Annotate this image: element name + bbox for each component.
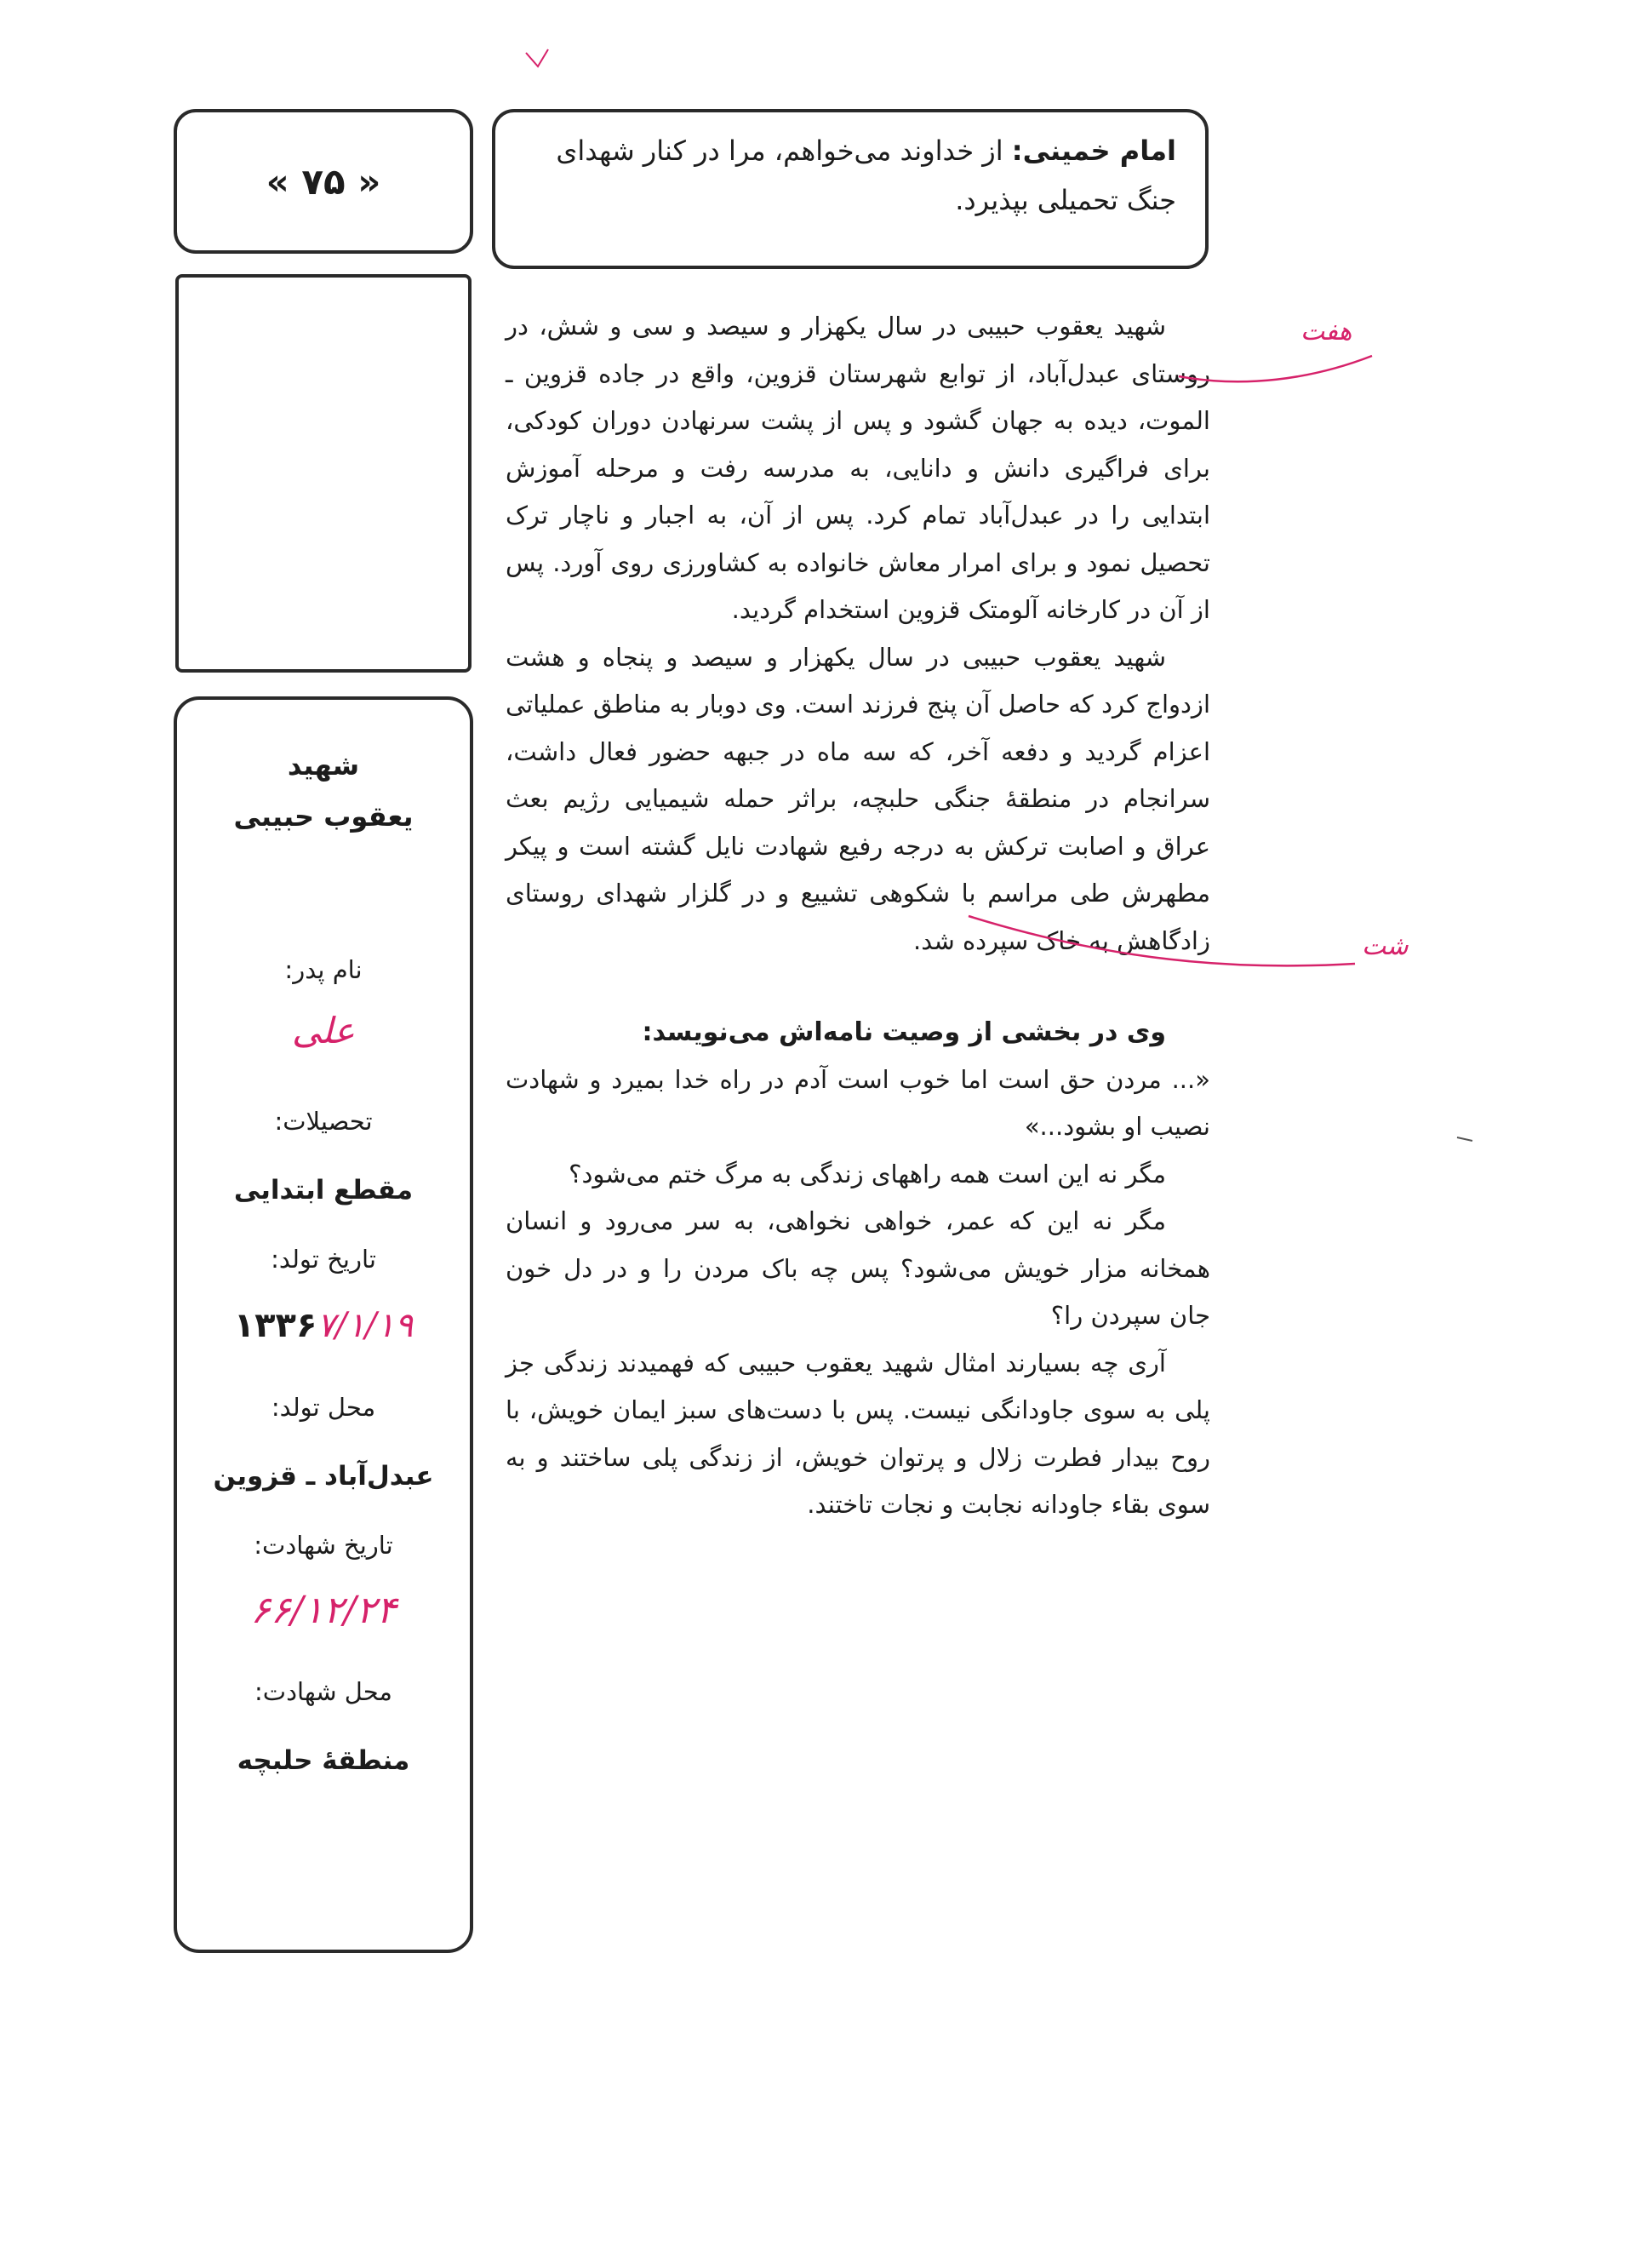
info-sidebar — [174, 696, 473, 1953]
margin-note-1: هفت — [1300, 317, 1352, 346]
pen-dash — [1457, 1137, 1472, 1141]
quote-text: از خداوند می‌خواهم، مرا در کنار شهدای جنگ تحمیلی بپذیرد. — [556, 135, 1176, 216]
birth-year-printed: ۱۳۳۶ — [233, 1306, 317, 1345]
martyrdom-date-label: تاریخ شهادت: — [254, 1531, 393, 1560]
quote-author: امام خمینی: — [1011, 135, 1176, 167]
martyrdom-place-label: محل شهادت: — [254, 1677, 392, 1706]
martyrdom-date-value: ۶۶/۱۲/۲۴ — [250, 1589, 397, 1632]
martyr-name: یعقوب حبیبی — [233, 800, 414, 833]
birth-date — [177, 1306, 470, 1345]
pen-tick — [526, 49, 548, 66]
birth-place-value: عبدل‌آباد ـ قزوین — [213, 1461, 434, 1492]
birth-date-handwritten: ۷/۱/۱۹ — [317, 1306, 414, 1345]
martyrdom-place-value: منطقهٔ حلبچه — [237, 1745, 410, 1776]
biography-paragraph-2: شهید یعقوب حبیبی در سال یکهزار و سیصد و پنجاه و هشت ازدواج کرد که حاصل آن پنج فرزند است. وی دوبار به مناطق عملیاتی اعزام گردید و دفعه آخر، که سه ماه در جبهه حضور فعال داشت، سرانجام در منطقهٔ جنگی حلبچه، براثر حمله شیمیایی رژیم بعث عراق و اصابت ترکش به درجه رفیع شهادت نایل گشته است و پیکر مطهرش طی مراسم با شکوهی تشییع و در گلزار شهدای روستای زادگاهش به خاک سپرده شد. — [506, 642, 1210, 955]
martyr-title: شهید — [287, 749, 360, 782]
father-value: علی — [292, 1010, 355, 1051]
will-paragraph-1: مگر نه این است همه راههای زندگی به مرگ ختم می‌شود؟ — [569, 1159, 1166, 1188]
birth-date-label: تاریخ تولد: — [271, 1245, 376, 1274]
will-paragraph-2: مگر نه این که عمر، خواهی نخواهی، به سر می‌رود و انسان همخانه مزار خویش می‌شود؟ پس چه باک مردن را و در دل خون جان سپردن را؟ — [506, 1206, 1210, 1330]
education-value: مقطع ابتدایی — [233, 1175, 414, 1206]
will-paragraph-3: آری چه بسیارند امثال شهید یعقوب حبیبی که فهمیدند زندگی جز پلی به سوی جاودانگی نیست. پس با دست‌های سبز ایمان خویش، با روح بیدار فطرت زلال و پرتوان خویش، از زندگی پلی ساختند و به سوی بقاء جاودانه نجابت و نجات تاختند. — [506, 1348, 1210, 1519]
education-label: تحصیلات: — [274, 1107, 373, 1136]
margin-note-2: شت — [1362, 931, 1409, 961]
biography-text — [506, 303, 1210, 1529]
biography-paragraph-1: شهید یعقوب حبیبی در سال یکهزار و سیصد و سی و شش، در روستای عبدل‌آباد، از توابع شهرستان قزوین، واقع در جاده قزوین ـ الموت، دیده به جهان گشود و پس از پشت سرنهادن دوران کودکی، برای فراگیری دانش و دانایی، به مدرسه رفت و مرحله آموزش ابتدایی را در عبدل‌آباد تمام کرد. پس از آن، به اجبار و ناچار ترک تحصیل نمود و برای امرار معاش خانواده به کشاورزی روی آورد. پس از آن در کارخانه آلومتک قزوین استخدام گردید. — [506, 312, 1210, 624]
photo-frame — [175, 274, 472, 673]
quote-box — [492, 109, 1209, 269]
page-number: « ۷۵ » — [266, 160, 381, 203]
page-number-box — [174, 109, 473, 254]
will-heading: وی در بخشی از وصیت نامه‌اش می‌نویسد: — [642, 1017, 1166, 1047]
will-quote: «... مردن حق است اما خوب است آدم در راه خدا بمیرد و شهادت نصیب او بشود...» — [506, 1064, 1210, 1141]
father-label: نام پدر: — [284, 955, 363, 984]
birth-place-label: محل تولد: — [271, 1393, 376, 1422]
